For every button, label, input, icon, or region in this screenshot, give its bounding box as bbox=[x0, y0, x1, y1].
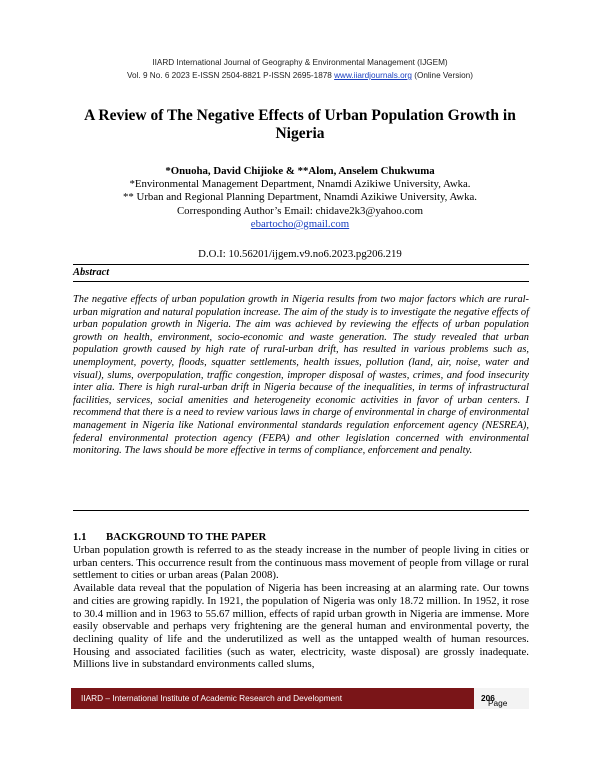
section-number: 1.1 bbox=[73, 531, 87, 543]
abstract-text: The negative effects of urban population growth in Nigeria results from two major factors which are rural-urban migration and natural population increase. The aim of the study is to investigate the negative effects of urban population growth in Nigeria. The aim was achieved by reviewing the effects of urban population growth on health, environment, socio-economic and waste generation. The study revealed that urban population growth caused by high rate of rural-urban drift, has resulted in various problems such as, unemployment, poverty, floods, squatter settlements, health issues, pollution (land, air, noise, water and visual), slums, overpopulation, traffic congestion, improper disposal of wastes, crimes, and food insecurity inter alia. There is high rural-urban drift in Nigeria because of the inequalities, in terms of infrastructural facilities, services, social amenities and heterogeneity economic activities in favor of urban centers. I recommend that there is a need to review various laws in charge of environmental in charge of environmental management in Nigeria like National environmental standards regulation enforcement agency (NESREA), federal environmental protection agency (FEPA) and other legislation concerned with environmental monitoring. The laws should be more effective in terms of compliance, enforcement and penalty. bbox=[73, 294, 529, 457]
corresponding-email: Corresponding Author’s Email: chidave2k3@yahoo.com bbox=[176, 204, 424, 217]
journal-name: IIARD International Journal of Geography & Environmental Management (IJGEM) bbox=[152, 58, 448, 67]
page-footer bbox=[71, 688, 529, 709]
paragraph-2: Available data reveal that the population of Nigeria has been increasing at an alarming rate. Our towns and cities are growing rapidly. In 1921, the population of Nigeria was only 18.72 million. In 1952, it rose to 30.4 million and in 1963 to 55.67 million, effects of rapid urban growth in Nigeria are immense. More easily observable and perhaps very frightening are the general human and environmental poverty, the declining quality of life and the underutilized as well as the untapped wealth of human resources. Housing and associated facilities (such as water, electricity, waste disposal) are grossly inadequate. Millions live in substandard environments called slums, bbox=[73, 582, 529, 671]
abstract-bottom-divider bbox=[73, 510, 529, 511]
page-number: 206 bbox=[481, 693, 495, 703]
section-title: BACKGROUND TO THE PAPER bbox=[106, 531, 267, 543]
secondary-email-link[interactable]: ebartocho@gmail.com bbox=[250, 217, 350, 230]
affiliation-1: *Environmental Management Department, Nnamdi Azikiwe University, Awka. bbox=[129, 178, 471, 191]
author-names: *Onuoha, David Chijioke & **Alom, Anselem Chukwuma bbox=[165, 165, 435, 177]
page-number-box bbox=[474, 688, 529, 709]
author-block bbox=[0, 165, 600, 231]
abstract-heading-divider bbox=[73, 281, 529, 282]
abstract-top-divider bbox=[73, 264, 529, 265]
journal-version: (Online Version) bbox=[411, 71, 473, 80]
journal-issn: Vol. 9 No. 6 2023 E-ISSN 2504-8821 P-ISSN 2695-1878 bbox=[127, 71, 335, 80]
body-text bbox=[73, 544, 529, 671]
section-heading bbox=[73, 531, 529, 543]
affiliation-2: ** Urban and Regional Planning Department, Nnamdi Azikiwe University, Awka. bbox=[123, 191, 477, 204]
journal-issue-line bbox=[0, 69, 600, 82]
journal-url-link[interactable]: www.iiardjournals.org bbox=[334, 71, 412, 80]
paragraph-1: Urban population growth is referred to as the steady increase in the number of people living in cities or urban centers. This occurrence result from the continuous mass movement of people from village or rural settlement to cities or urban areas (Palan 2008). bbox=[73, 544, 529, 582]
footer-institute: IIARD – International Institute of Academic Research and Development bbox=[81, 693, 343, 703]
abstract-heading: Abstract bbox=[73, 267, 110, 278]
paper-title: A Review of The Negative Effects of Urban Population Growth in Nigeria bbox=[84, 107, 516, 142]
page-label: Page bbox=[488, 698, 508, 708]
journal-header bbox=[0, 56, 600, 82]
doi: D.O.I: 10.56201/ijgem.v9.no6.2023.pg206.219 bbox=[198, 248, 402, 260]
